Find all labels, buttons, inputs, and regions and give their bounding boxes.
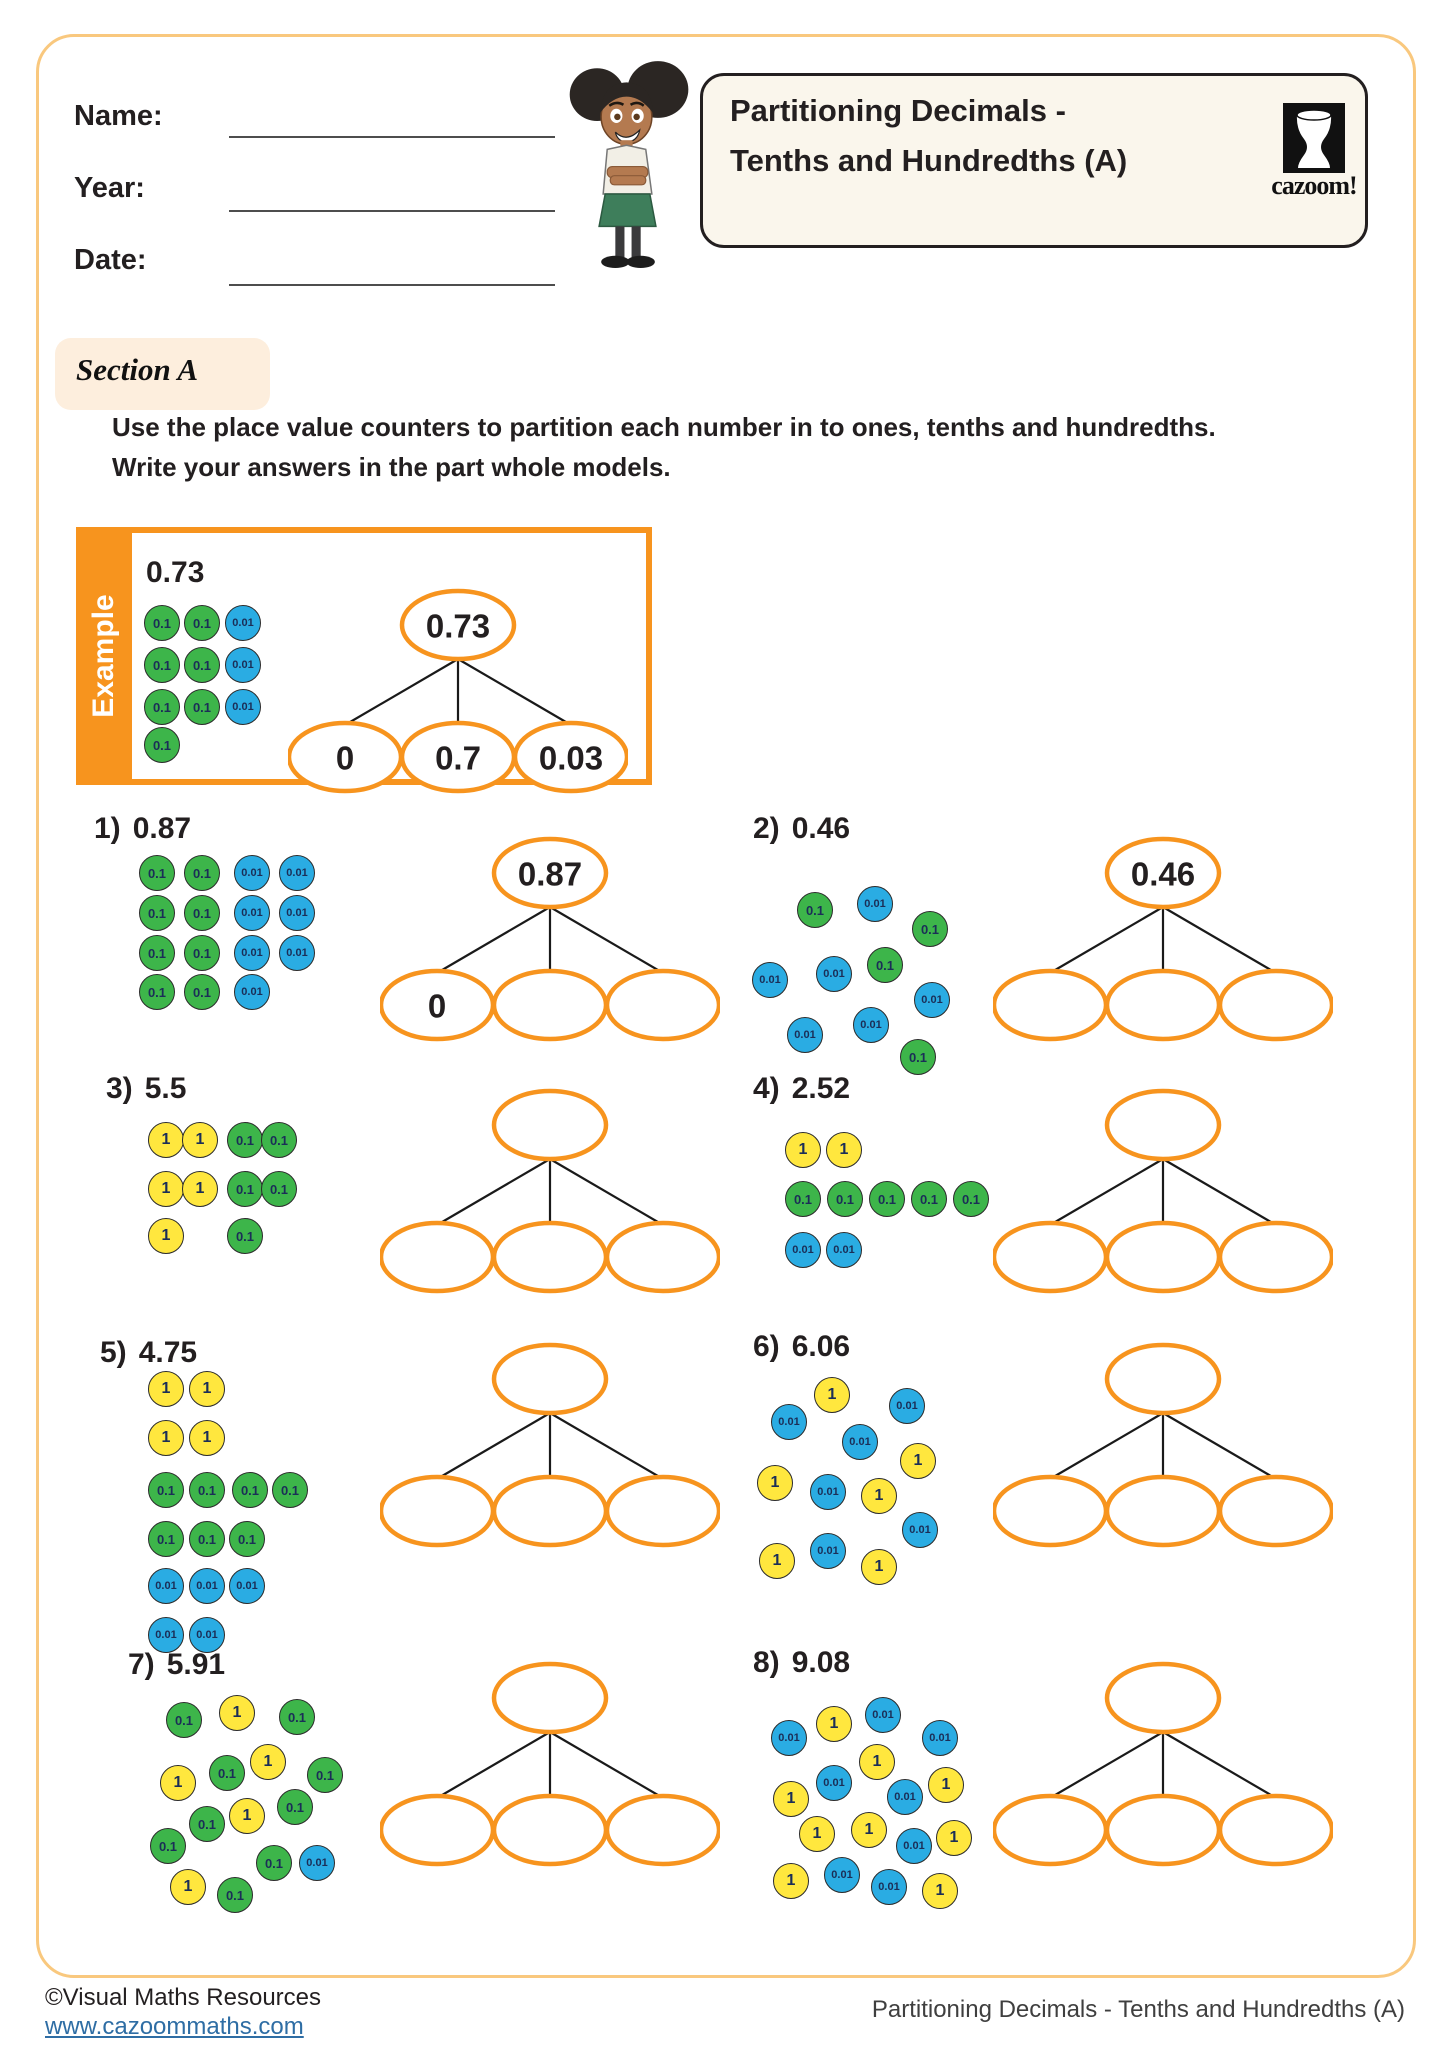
counter-one: 1 — [182, 1122, 218, 1158]
counter-one: 1 — [861, 1549, 897, 1585]
counter-tenth: 0.1 — [785, 1181, 821, 1217]
cazoom-logo — [1264, 103, 1364, 201]
counter-tenth: 0.1 — [139, 855, 175, 891]
counter-tenth: 0.1 — [166, 1702, 202, 1738]
counter-hundredth: 0.01 — [922, 1720, 958, 1756]
part-oval[interactable] — [494, 971, 606, 1039]
counter-one: 1 — [148, 1420, 184, 1456]
counter-hundredth: 0.01 — [234, 855, 270, 891]
counter-tenth: 0.1 — [869, 1181, 905, 1217]
counter-hundredth: 0.01 — [234, 974, 270, 1010]
counter-tenth: 0.1 — [256, 1845, 292, 1881]
model-branch-line — [458, 659, 571, 725]
part-oval[interactable] — [1220, 1477, 1332, 1545]
counter-one: 1 — [851, 1812, 887, 1848]
counter-hundredth: 0.01 — [771, 1404, 807, 1440]
problem-value: 9.08 — [791, 1646, 851, 1679]
counter-tenth: 0.1 — [227, 1122, 263, 1158]
counter-hundredth: 0.01 — [871, 1869, 907, 1905]
counter-tenth: 0.1 — [148, 1472, 184, 1508]
counter-tenth: 0.1 — [900, 1039, 936, 1075]
footer-website-link[interactable]: www.cazoommaths.com — [45, 2013, 304, 2040]
part-oval[interactable] — [1220, 1223, 1332, 1291]
counter-hundredth: 0.01 — [299, 1845, 335, 1881]
footer-copyright: ©Visual Maths Resources — [45, 1984, 322, 2011]
counter-one: 1 — [182, 1171, 218, 1207]
problem-number: 1) — [94, 812, 121, 845]
problem-heading — [753, 1072, 850, 1106]
counter-tenth: 0.1 — [953, 1181, 989, 1217]
counter-tenth: 0.1 — [139, 974, 175, 1010]
counter-tenth: 0.1 — [272, 1472, 308, 1508]
model-branch-line — [550, 1159, 663, 1225]
part-oval[interactable] — [1220, 1796, 1332, 1864]
example-label: Example — [87, 594, 120, 718]
part-oval[interactable] — [381, 1223, 493, 1291]
part-oval[interactable] — [994, 1223, 1106, 1291]
counter-one: 1 — [799, 1816, 835, 1852]
counter-tenth: 0.1 — [912, 911, 948, 947]
counter-one: 1 — [785, 1132, 821, 1168]
counter-one: 1 — [170, 1869, 206, 1905]
counter-tenth: 0.1 — [148, 1521, 184, 1557]
year-label: Year: — [74, 172, 145, 204]
counter-one: 1 — [148, 1371, 184, 1407]
counter-one: 1 — [160, 1765, 196, 1801]
counter-tenth: 0.1 — [184, 974, 220, 1010]
model-branch-line — [1163, 907, 1276, 973]
part-oval[interactable] — [607, 1477, 719, 1545]
counter-one: 1 — [148, 1171, 184, 1207]
problem-heading — [94, 812, 191, 846]
counter-tenth: 0.1 — [184, 935, 220, 971]
name-label: Name: — [74, 100, 163, 132]
whole-oval[interactable] — [1107, 1091, 1219, 1159]
counter-tenth: 0.1 — [184, 605, 220, 641]
model-branch-line — [1050, 1159, 1163, 1225]
instruction-line1: Use the place value counters to partition each number in to ones, tenths and hundredths. — [112, 412, 1216, 442]
counter-tenth: 0.1 — [217, 1877, 253, 1913]
part-oval[interactable] — [994, 1477, 1106, 1545]
counter-one: 1 — [189, 1420, 225, 1456]
counter-hundredth: 0.01 — [816, 1765, 852, 1801]
part-oval[interactable] — [381, 1796, 493, 1864]
counter-one: 1 — [773, 1781, 809, 1817]
counter-one: 1 — [861, 1478, 897, 1514]
counter-one: 1 — [826, 1132, 862, 1168]
whole-oval-value: 0.46 — [1130, 855, 1196, 893]
model-branch-line — [437, 1413, 550, 1479]
worksheet-title-line2: Tenths and Hundredths (A) — [730, 143, 1128, 178]
counter-hundredth: 0.01 — [229, 1568, 265, 1604]
part-oval[interactable] — [1107, 1223, 1219, 1291]
counter-tenth: 0.1 — [307, 1757, 343, 1793]
counter-tenth: 0.1 — [279, 1699, 315, 1735]
part-oval[interactable] — [1107, 1477, 1219, 1545]
counter-tenth: 0.1 — [911, 1181, 947, 1217]
counter-one: 1 — [814, 1377, 850, 1413]
counter-hundredth: 0.01 — [887, 1779, 923, 1815]
part-whole-model — [993, 1341, 1333, 1551]
cazoom-logo-text: cazoom! — [1271, 171, 1357, 200]
part-oval[interactable] — [607, 1796, 719, 1864]
counter-one: 1 — [148, 1122, 184, 1158]
counter-tenth: 0.1 — [189, 1472, 225, 1508]
counter-hundredth: 0.01 — [279, 895, 315, 931]
problem-value: 0.87 — [132, 812, 192, 845]
counter-tenth: 0.1 — [227, 1171, 263, 1207]
counter-tenth: 0.1 — [139, 935, 175, 971]
part-oval[interactable] — [607, 971, 719, 1039]
part-oval-value: 0 — [335, 739, 355, 777]
date-label: Date: — [74, 244, 147, 276]
model-branch-line — [437, 1732, 550, 1798]
problem-value: 2.52 — [791, 1072, 851, 1105]
problem-value: 4.75 — [138, 1336, 198, 1369]
problem-number: 5) — [100, 1336, 127, 1369]
counter-tenth: 0.1 — [144, 689, 180, 725]
counter-tenth: 0.1 — [867, 947, 903, 983]
model-branch-line — [1163, 1159, 1276, 1225]
counter-tenth: 0.1 — [797, 892, 833, 928]
counter-tenth: 0.1 — [150, 1828, 186, 1864]
part-oval[interactable] — [994, 1796, 1106, 1864]
problem-number: 7) — [128, 1648, 155, 1681]
part-whole-model — [380, 1087, 720, 1297]
model-branch-line — [437, 907, 550, 973]
part-oval[interactable] — [494, 1796, 606, 1864]
counter-hundredth: 0.01 — [914, 982, 950, 1018]
counter-tenth: 0.1 — [261, 1171, 297, 1207]
problem-heading — [753, 1646, 850, 1680]
problem-number: 6) — [753, 1330, 780, 1363]
counter-hundredth: 0.01 — [189, 1568, 225, 1604]
model-branch-line — [1050, 1413, 1163, 1479]
problem-heading — [753, 1330, 850, 1364]
whole-oval[interactable] — [1107, 1664, 1219, 1732]
part-oval-value: 0 — [427, 987, 447, 1025]
model-branch-line — [1050, 1732, 1163, 1798]
counter-hundredth: 0.01 — [148, 1617, 184, 1653]
whole-oval[interactable] — [494, 1664, 606, 1732]
counter-tenth: 0.1 — [277, 1789, 313, 1825]
problem-number: 8) — [753, 1646, 780, 1679]
model-branch-line — [1163, 1732, 1276, 1798]
part-oval[interactable] — [1220, 971, 1332, 1039]
part-whole-model — [380, 1341, 720, 1551]
part-whole-model — [380, 835, 720, 1045]
counter-tenth: 0.1 — [184, 855, 220, 891]
part-whole-model — [288, 587, 628, 797]
model-branch-line — [550, 907, 663, 973]
part-whole-model — [993, 1087, 1333, 1297]
part-oval[interactable] — [607, 1223, 719, 1291]
counter-tenth: 0.1 — [261, 1122, 297, 1158]
counter-hundredth: 0.01 — [771, 1720, 807, 1756]
whole-oval[interactable] — [494, 1091, 606, 1159]
instruction-line2: Write your answers in the part whole models. — [112, 452, 671, 482]
part-oval[interactable] — [1107, 971, 1219, 1039]
counter-hundredth: 0.01 — [810, 1474, 846, 1510]
worksheet-title-line1: Partitioning Decimals - — [730, 93, 1066, 128]
counter-hundredth: 0.01 — [824, 1857, 860, 1893]
part-whole-model — [993, 835, 1333, 1045]
counter-hundredth: 0.01 — [889, 1388, 925, 1424]
counter-tenth: 0.1 — [189, 1806, 225, 1842]
whole-oval[interactable] — [1107, 1345, 1219, 1413]
counter-hundredth: 0.01 — [865, 1697, 901, 1733]
year-blank-line[interactable] — [229, 210, 555, 212]
name-blank-line[interactable] — [229, 136, 555, 138]
counter-one: 1 — [250, 1744, 286, 1780]
footer-doc-title: Partitioning Decimals - Tenths and Hundredths (A) — [871, 1996, 1405, 2023]
counter-tenth: 0.1 — [144, 727, 180, 763]
problem-number: 2) — [753, 812, 780, 845]
whole-oval[interactable] — [494, 1345, 606, 1413]
part-oval[interactable] — [494, 1223, 606, 1291]
model-branch-line — [1050, 907, 1163, 973]
counter-hundredth: 0.01 — [225, 647, 261, 683]
counter-tenth: 0.1 — [184, 895, 220, 931]
counter-hundredth: 0.01 — [234, 895, 270, 931]
cazoom-drum-icon — [1283, 103, 1345, 173]
model-branch-line — [550, 1732, 663, 1798]
problem-heading — [106, 1072, 186, 1106]
counter-tenth: 0.1 — [139, 895, 175, 931]
section-a-label: Section A — [76, 352, 199, 387]
date-blank-line[interactable] — [229, 284, 555, 286]
counter-hundredth: 0.01 — [189, 1617, 225, 1653]
counter-hundredth: 0.01 — [785, 1232, 821, 1268]
whole-oval-value: 0.73 — [425, 607, 491, 645]
counter-one: 1 — [148, 1218, 184, 1254]
problem-value: 5.5 — [144, 1072, 187, 1105]
part-oval[interactable] — [494, 1477, 606, 1545]
counter-hundredth: 0.01 — [896, 1828, 932, 1864]
counter-tenth: 0.1 — [209, 1755, 245, 1791]
part-oval[interactable] — [994, 971, 1106, 1039]
counter-one: 1 — [816, 1706, 852, 1742]
counter-hundredth: 0.01 — [816, 956, 852, 992]
counter-one: 1 — [773, 1863, 809, 1899]
counter-one: 1 — [928, 1767, 964, 1803]
counter-tenth: 0.1 — [229, 1521, 265, 1557]
problem-value: 0.46 — [791, 812, 851, 845]
counter-one: 1 — [189, 1371, 225, 1407]
counter-hundredth: 0.01 — [842, 1424, 878, 1460]
counter-hundredth: 0.01 — [279, 935, 315, 971]
counter-one: 1 — [229, 1798, 265, 1834]
problem-heading — [100, 1336, 197, 1370]
problem-value: 5.91 — [166, 1648, 226, 1681]
counter-tenth: 0.1 — [144, 647, 180, 683]
model-branch-line — [345, 659, 458, 725]
counter-one: 1 — [219, 1695, 255, 1731]
problem-number: 4) — [753, 1072, 780, 1105]
part-oval-value: 0.7 — [435, 739, 481, 777]
counter-hundredth: 0.01 — [857, 886, 893, 922]
counter-tenth: 0.1 — [827, 1181, 863, 1217]
counter-tenth: 0.1 — [232, 1472, 268, 1508]
model-branch-line — [1163, 1413, 1276, 1479]
counter-tenth: 0.1 — [144, 605, 180, 641]
model-branch-line — [550, 1413, 663, 1479]
part-oval-value: 0.03 — [538, 739, 604, 777]
problem-value: 6.06 — [791, 1330, 851, 1363]
counter-one: 1 — [936, 1820, 972, 1856]
counter-tenth: 0.1 — [227, 1218, 263, 1254]
counter-one: 1 — [900, 1443, 936, 1479]
counter-hundredth: 0.01 — [234, 935, 270, 971]
student-character-illustration — [558, 52, 696, 270]
counter-hundredth: 0.01 — [826, 1232, 862, 1268]
part-whole-model — [380, 1660, 720, 1870]
counter-hundredth: 0.01 — [787, 1017, 823, 1053]
part-oval[interactable] — [1107, 1796, 1219, 1864]
counter-one: 1 — [859, 1744, 895, 1780]
part-whole-model — [993, 1660, 1333, 1870]
counter-hundredth: 0.01 — [148, 1568, 184, 1604]
counter-hundredth: 0.01 — [810, 1533, 846, 1569]
counter-hundredth: 0.01 — [853, 1007, 889, 1043]
counter-hundredth: 0.01 — [225, 605, 261, 641]
part-oval[interactable] — [381, 1477, 493, 1545]
whole-oval-value: 0.87 — [517, 855, 583, 893]
counter-one: 1 — [922, 1873, 958, 1909]
counter-hundredth: 0.01 — [225, 689, 261, 725]
example-number: 0.73 — [146, 556, 205, 589]
counter-tenth: 0.1 — [189, 1521, 225, 1557]
counter-hundredth: 0.01 — [279, 855, 315, 891]
problem-heading — [753, 812, 850, 846]
counter-hundredth: 0.01 — [902, 1512, 938, 1548]
counter-one: 1 — [757, 1465, 793, 1501]
counter-one: 1 — [759, 1543, 795, 1579]
problem-heading — [128, 1648, 225, 1682]
counter-tenth: 0.1 — [184, 647, 220, 683]
counter-tenth: 0.1 — [184, 689, 220, 725]
model-branch-line — [437, 1159, 550, 1225]
counter-hundredth: 0.01 — [752, 962, 788, 998]
problem-number: 3) — [106, 1072, 133, 1105]
